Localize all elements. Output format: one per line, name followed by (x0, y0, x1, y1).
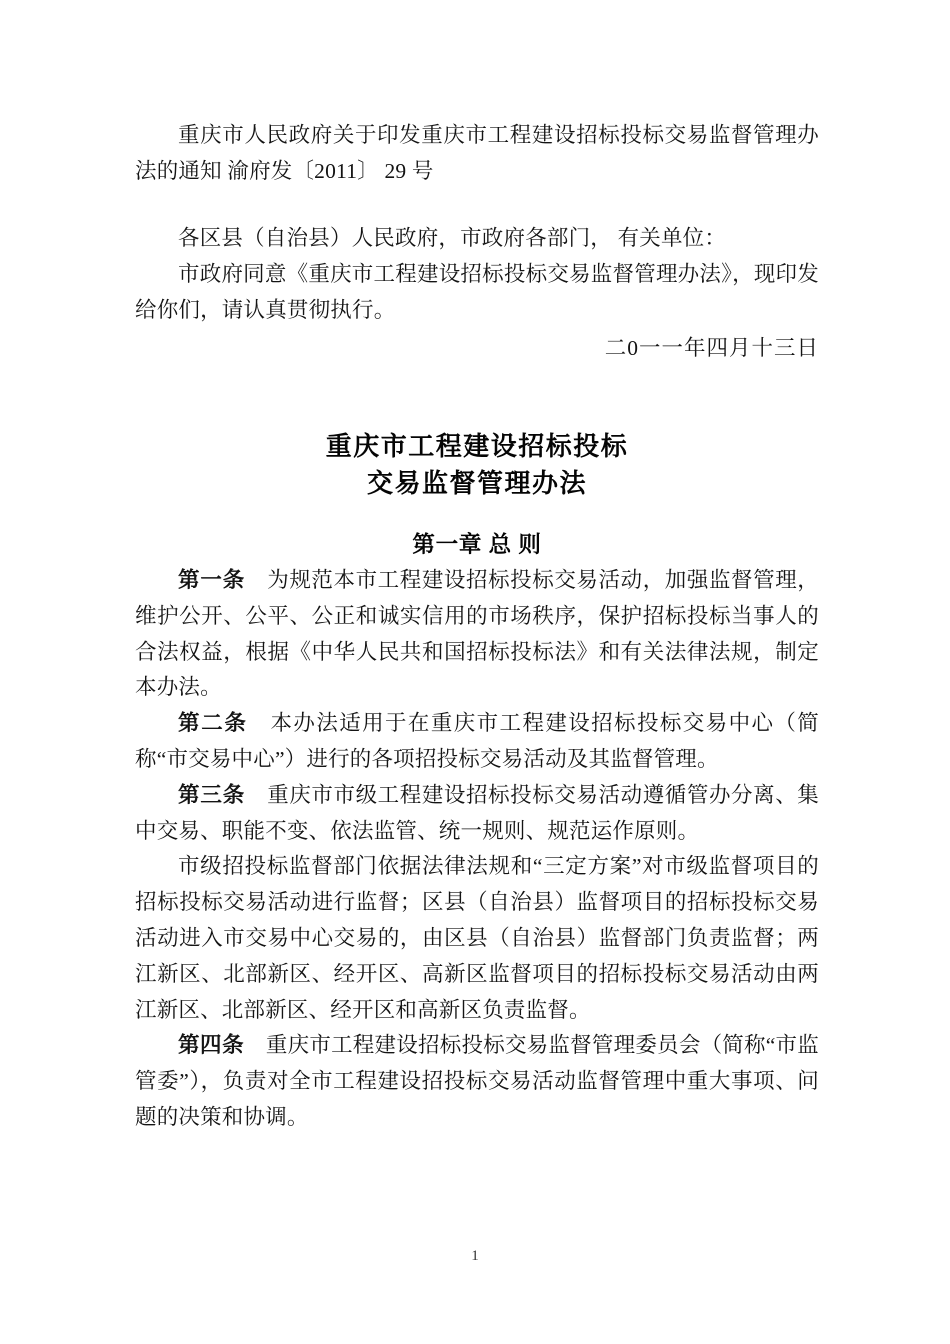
article-text: 重庆市市级工程建设招标投标交易活动遵循管办分离、集中交易、职能不变、依法监管、统一规则、规范运作原则。 (135, 782, 819, 843)
article-item (135, 778, 819, 850)
preamble-block (135, 221, 819, 328)
article-list (135, 563, 819, 1136)
page-title-line-2: 交易监督管理办法 (366, 469, 587, 498)
article-label: 第四条 (178, 1033, 245, 1058)
page-title (135, 428, 819, 502)
article-label: 第三条 (178, 782, 246, 807)
article-item (135, 563, 819, 706)
issue-date (135, 331, 819, 367)
page-number (0, 1248, 950, 1265)
article-text: 重庆市工程建设招标投标交易监督管理委员会（简称“市监管委”），负责对全市工程建设招投标交易活动监督管理中重大事项、问题的决策和协调。 (135, 1033, 819, 1129)
notice-header (135, 118, 819, 190)
article-item (135, 1028, 819, 1135)
chapter-heading-text: 第一章 总 则 (412, 532, 542, 557)
issue-date-text: 二0一一年四月十三日 (604, 336, 819, 360)
article-label: 第二条 (178, 711, 248, 736)
article-text: 本办法适用于在重庆市工程建设招标投标交易中心（简称“市交易中心”）进行的各项招投标交易活动及其监督管理。 (135, 711, 819, 771)
article-text: 为规范本市工程建设招标投标交易活动，加强监督管理，维护公开、公平、公正和诚实信用的市场秩序，保护招标投标当事人的合法权益，根据《中华人民共和国招标投标法》和有关法律法规，制定本办法。 (135, 568, 819, 700)
recipients-line: 各区县（自治县）人民政府，市政府各部门， 有关单位： (178, 226, 727, 250)
page-number-text: 1 (471, 1248, 479, 1264)
transmittal-body: 市政府同意《重庆市工程建设招标投标交易监督管理办法》，现印发给你们，请认真贯彻执行。 (135, 261, 819, 322)
notice-title: 重庆市人民政府关于印发重庆市工程建设招标投标交易监督管理办法的通知 渝府发〔2011〕 29 号 (135, 123, 819, 183)
article-item (135, 849, 819, 1028)
article-item (135, 706, 819, 778)
article-text: 市级招投标监督部门依据法律法规和“三定方案”对市级监督项目的招标投标交易活动进行监督；区县（自治县）监督项目的招标投标交易活动进入市交易中心交易的，由区县（自治县）监督部门负责监督；两江新区、北部新区、经开区、高新区监督项目的招标投标交易活动由两江新区、北部新区、经开区和高新区负责监督。 (135, 854, 819, 1022)
article-label: 第一条 (178, 568, 246, 592)
page-title-line-1: 重庆市工程建设招标投标 (325, 432, 629, 461)
chapter-heading (135, 528, 819, 562)
